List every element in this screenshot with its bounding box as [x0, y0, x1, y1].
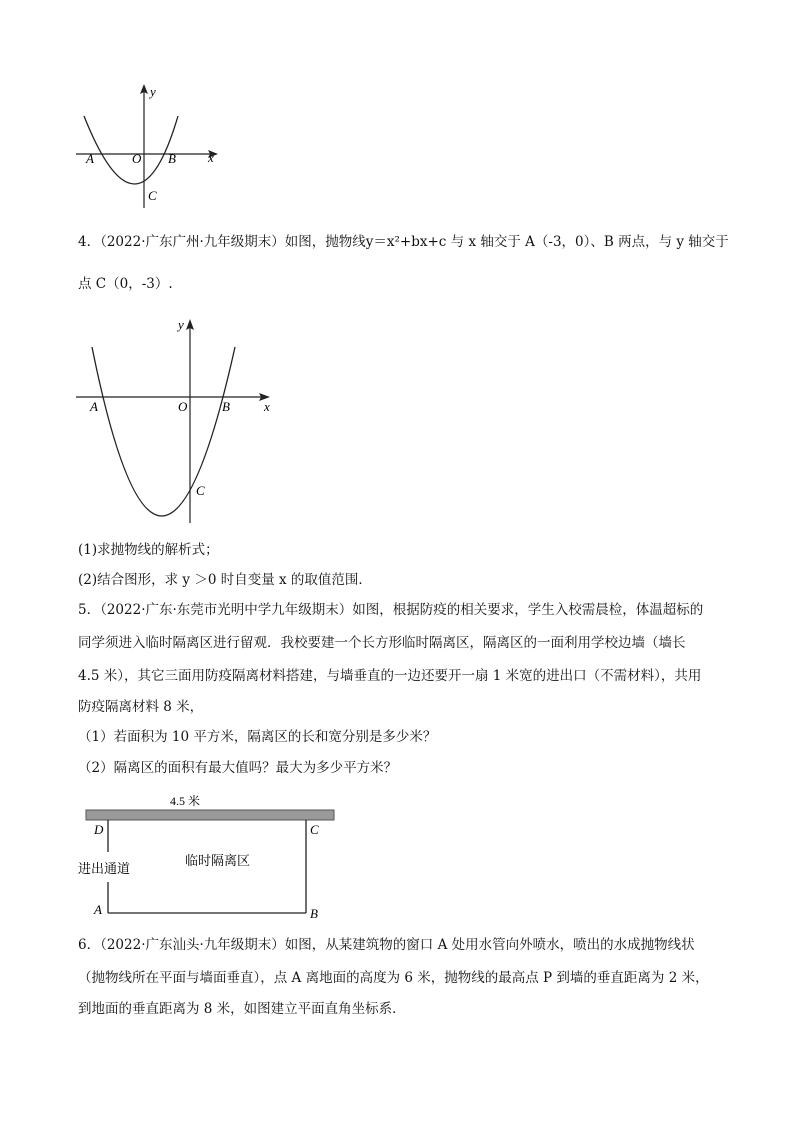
- q5-sub2: （2）隔离区的面积有最大值吗？最大为多少平方米？: [78, 760, 398, 776]
- q5-text-line2: 同学须进入临时隔离区进行留观．我校要建一个长方形临时隔离区，隔离区的一面利用学校边墙（墙长: [78, 635, 686, 651]
- figure-parabola-q4: [70, 315, 280, 530]
- q4-text-line1: 4．（2022·广东广州·九年级期末）如图，抛物线y＝x²+bx+c 与 x 轴交于 A（-3，0）、B 两点，与 y 轴交于: [78, 234, 729, 250]
- q4-sub1: (1)求抛物线的解析式；: [78, 542, 219, 558]
- q6-text-line3: 到地面的垂直距离为 8 米，如图建立平面直角坐标系．: [78, 1001, 406, 1017]
- label-D: D: [94, 822, 104, 837]
- wall: [86, 810, 334, 820]
- q5-text-line1: 5．（2022·广东·东莞市光明中学九年级期末）如图，根据防疫的相关要求，学生入校需晨检，体温超标的: [78, 602, 704, 618]
- label-C: C: [310, 822, 319, 837]
- label-x: x: [208, 150, 214, 165]
- label-A: A: [94, 902, 102, 917]
- label-C: C: [196, 483, 205, 498]
- label-B: B: [222, 399, 230, 414]
- label-A: A: [90, 399, 98, 414]
- figure-isolation-area: [70, 788, 350, 923]
- label-O: O: [178, 399, 188, 414]
- q4-text-line2: 点 C（0，-3）.: [78, 276, 173, 292]
- q5-text-line3: 4.5 米），其它三面用防疫隔离材料搭建，与墙垂直的一边还要开一扇 1 米宽的进出口（不需材料），共用: [78, 668, 702, 684]
- entrance-label: 进出通道: [78, 861, 131, 876]
- q4-sub2: (2)结合图形，求 y ＞0 时自变量 x 的取值范围．: [78, 572, 372, 588]
- label-y: y: [150, 84, 156, 99]
- label-B: B: [168, 151, 176, 166]
- label-B: B: [310, 906, 318, 921]
- parabola-curve: [92, 347, 235, 516]
- label-A: A: [86, 151, 94, 166]
- q6-text-line1: 6．（2022·广东汕头·九年级期末）如图，从某建筑物的窗口 A 处用水管向外喷水，喷出的水成抛物线状: [78, 937, 695, 953]
- parabola-curve: [84, 116, 178, 184]
- label-C: C: [148, 188, 157, 203]
- q6-text-line2: （抛物线所在平面与墙面垂直），点 A 离地面的高度为 6 米，抛物线的最高点 P 到墙的垂直距离为 2 米，: [78, 970, 709, 986]
- label-y: y: [178, 317, 184, 332]
- label-O: O: [132, 151, 142, 166]
- figure-parabola-small: [70, 82, 230, 212]
- q5-sub1: （1）若面积为 10 平方米，隔离区的长和宽分别是多少米？: [78, 729, 437, 745]
- wall-length-label: 4.5 米: [170, 794, 201, 808]
- area-label: 临时隔离区: [185, 853, 251, 868]
- label-x: x: [264, 399, 270, 414]
- q5-text-line4: 防疫隔离材料 8 米，: [78, 699, 204, 715]
